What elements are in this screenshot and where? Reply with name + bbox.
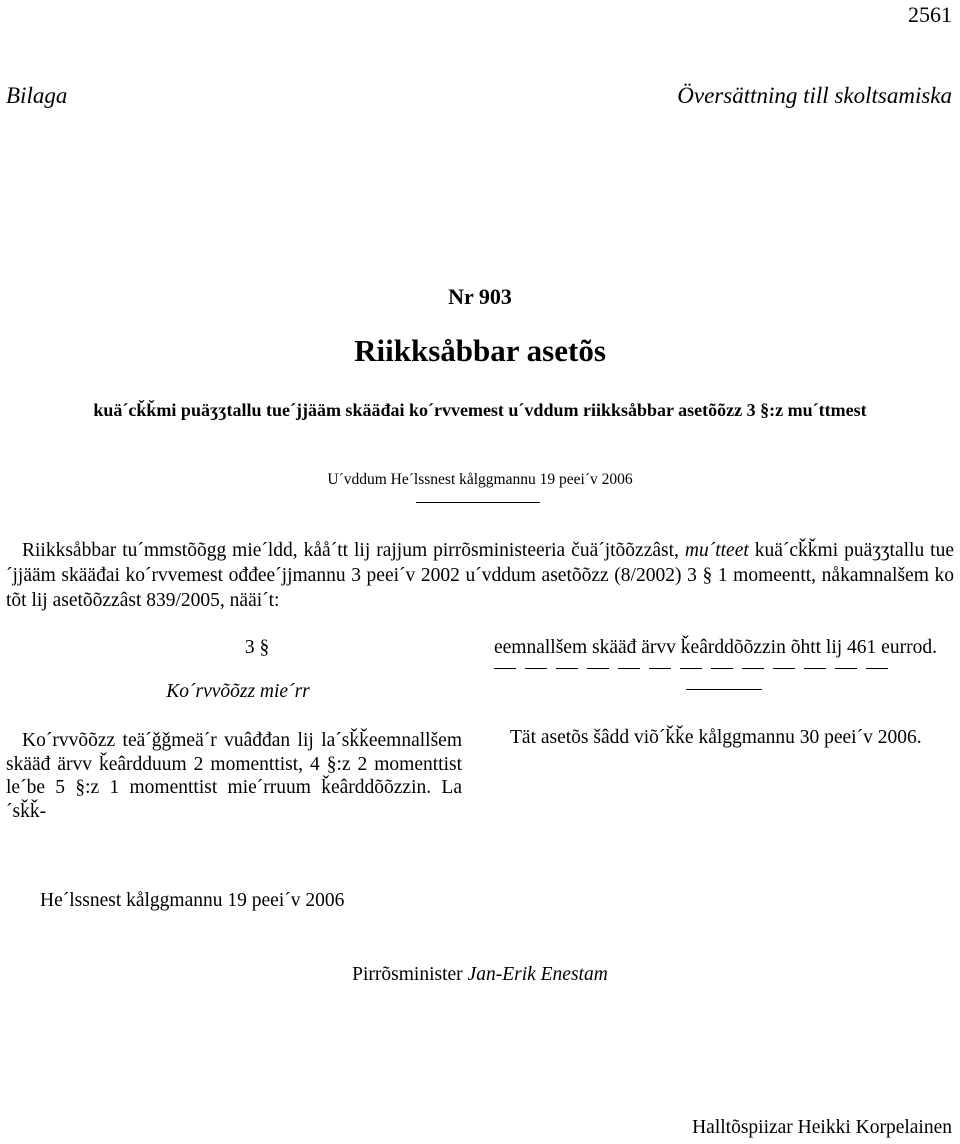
section-text-right: eemnallšem skääđ ärvv ǩeârddõõzzin õhtt lij 461 eurrod. (494, 637, 937, 658)
header-right: Översättning till skoltsamiska (677, 83, 952, 108)
section-text-left: Ko´rvvõõzz teä´ǧǧmeä´r vuâđđan lij la´sǩǩeemnallšem skääđ ärvv ǩeârdduum 2 momenttist, 4 §:z 2 momenttist le´be 5 §:z 1 momenttist mie´rruum ǩeârddõõzzin. La´sǩǩ- (6, 730, 462, 822)
page-number: 2561 (908, 2, 952, 27)
intro-rest: kuä´cǩǩmi puäʒʒtallu tue´jjääm skääđai ko´rvvemest ođđee´jjmannu 3 peei´v 2002 u´vddum asetõõzz (8/2002) 3 § 1 momeentt, nåkamnalšem ko tõt lij asetõõzzâst 839/2005, nääi´t: (6, 540, 954, 611)
entry-into-force: Tät asetõs šâdd viõ´ǩǩe kålggmannu 30 peei´v 2006. (510, 726, 922, 748)
document-subtitle: kuä´cǩǩmi puäʒʒtallu tue´jjääm skääđai ko´rvvemest u´vddum riikksåbbar asetõõzz 3 §:z mu´ttmest (93, 400, 867, 420)
omission-dashes (494, 668, 954, 669)
section-title: Ko´rvvõõzz mie´rr (166, 680, 310, 702)
dateline: He´lssnest kålggmannu 19 peei´v 2006 (40, 890, 345, 911)
title-divider (416, 502, 540, 503)
document-title: Riikksåbbar asetõs (354, 333, 606, 368)
intro-paragraph (6, 538, 954, 613)
minister-signature (0, 964, 960, 986)
section-divider (686, 689, 762, 690)
official-signature: Halltõspiizar Heikki Korpelainen (692, 1117, 952, 1138)
minister-title: Pirrõsminister (352, 964, 463, 985)
right-column (494, 636, 954, 749)
section-number: 3 § (244, 637, 270, 658)
header-left: Bilaga (6, 83, 68, 108)
intro-lead: Riikksåbbar tu´mmstõõgg mie´ldd, kåå´tt lij rajjum pirrõsministeeria čuä´jtõõzzâst, (22, 540, 679, 561)
minister-name: Jan-Erik Enestam (467, 964, 608, 985)
issue-date: U´vddum He´lssnest kålggmannu 19 peei´v 2006 (327, 471, 633, 488)
intro-italic: mu´tteet (684, 540, 749, 561)
left-column (6, 636, 462, 823)
document-number: Nr 903 (448, 284, 512, 309)
